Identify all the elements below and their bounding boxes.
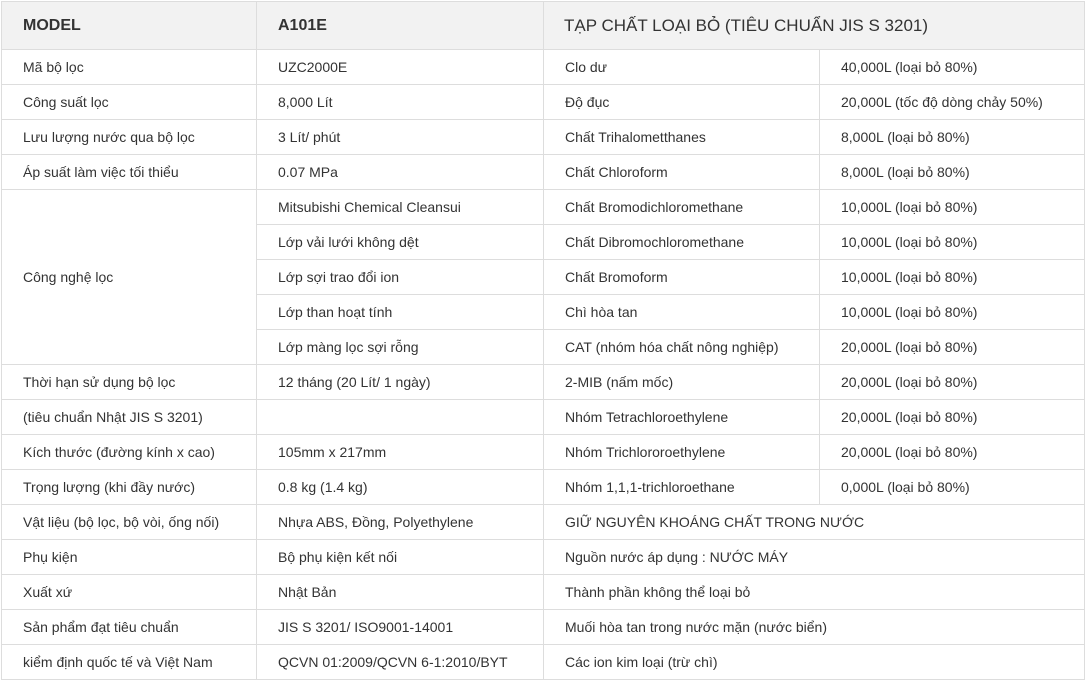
impurity-name: Chất Dibromochloromethane xyxy=(544,225,820,260)
table-row xyxy=(2,645,1085,680)
spec-label: Áp suất làm việc tối thiểu xyxy=(2,155,257,190)
impurity-capacity: 20,000L (loại bỏ 80%) xyxy=(820,435,1085,470)
table-row xyxy=(2,365,1085,400)
impurity-capacity: 20,000L (loại bỏ 80%) xyxy=(820,365,1085,400)
impurity-name: Chất Trihalometthanes xyxy=(544,120,820,155)
table-row xyxy=(2,190,1085,225)
spec-label: Lưu lượng nước qua bộ lọc xyxy=(2,120,257,155)
impurity-capacity: 10,000L (loại bỏ 80%) xyxy=(820,295,1085,330)
spec-value: Lớp vải lưới không dệt xyxy=(257,225,544,260)
impurity-note: Muối hòa tan trong nước mặn (nước biển) xyxy=(544,610,1085,645)
table-row xyxy=(2,540,1085,575)
spec-value: Bộ phụ kiện kết nối xyxy=(257,540,544,575)
impurity-note: Các ion kim loại (trừ chì) xyxy=(544,645,1085,680)
impurity-name: Độ đục xyxy=(544,85,820,120)
table-row xyxy=(2,120,1085,155)
spec-label: Mã bộ lọc xyxy=(2,50,257,85)
spec-value: 0.8 kg (1.4 kg) xyxy=(257,470,544,505)
spec-value: Mitsubishi Chemical Cleansui xyxy=(257,190,544,225)
impurity-capacity: 10,000L (loại bỏ 80%) xyxy=(820,190,1085,225)
spec-label: Kích thước (đường kính x cao) xyxy=(2,435,257,470)
table-row xyxy=(2,575,1085,610)
spec-value: Nhật Bản xyxy=(257,575,544,610)
table-row xyxy=(2,85,1085,120)
table-row xyxy=(2,155,1085,190)
impurity-name: Chì hòa tan xyxy=(544,295,820,330)
table-header-row xyxy=(2,2,1085,50)
impurity-name: Chất Bromoform xyxy=(544,260,820,295)
table-row xyxy=(2,435,1085,470)
impurity-capacity: 10,000L (loại bỏ 80%) xyxy=(820,260,1085,295)
impurity-capacity: 20,000L (loại bỏ 80%) xyxy=(820,330,1085,365)
impurity-name: Nhóm Tetrachloroethylene xyxy=(544,400,820,435)
impurity-note: GIỮ NGUYÊN KHOÁNG CHẤT TRONG NƯỚC xyxy=(544,505,1085,540)
impurity-name: Nhóm Trichlororoethylene xyxy=(544,435,820,470)
spec-label: Vật liệu (bộ lọc, bộ vòi, ống nối) xyxy=(2,505,257,540)
impurity-name: 2-MIB (nấm mốc) xyxy=(544,365,820,400)
spec-label: Phụ kiện xyxy=(2,540,257,575)
impurity-name: Nhóm 1,1,1-trichloroethane xyxy=(544,470,820,505)
impurity-capacity: 0,000L (loại bỏ 80%) xyxy=(820,470,1085,505)
header-impurities: TẠP CHẤT LOẠI BỎ (TIÊU CHUẨN JIS S 3201) xyxy=(544,2,1085,50)
impurity-name: Chất Bromodichloromethane xyxy=(544,190,820,225)
spec-value: UZC2000E xyxy=(257,50,544,85)
impurity-capacity: 40,000L (loại bỏ 80%) xyxy=(820,50,1085,85)
spec-value: JIS S 3201/ ISO9001-14001 xyxy=(257,610,544,645)
header-product: A101E xyxy=(257,2,544,50)
table-row xyxy=(2,610,1085,645)
spec-table xyxy=(1,1,1085,680)
impurity-name: Clo dư xyxy=(544,50,820,85)
impurity-capacity: 8,000L (loại bỏ 80%) xyxy=(820,155,1085,190)
table-row xyxy=(2,50,1085,85)
spec-value: 8,000 Lít xyxy=(257,85,544,120)
spec-label: Xuất xứ xyxy=(2,575,257,610)
spec-label: Sản phẩm đạt tiêu chuẩn xyxy=(2,610,257,645)
spec-value: 0.07 MPa xyxy=(257,155,544,190)
spec-value xyxy=(257,400,544,435)
spec-label: kiểm định quốc tế và Việt Nam xyxy=(2,645,257,680)
spec-label: Thời hạn sử dụng bộ lọc xyxy=(2,365,257,400)
spec-value: QCVN 01:2009/QCVN 6-1:2010/BYT xyxy=(257,645,544,680)
impurity-capacity: 20,000L (loại bỏ 80%) xyxy=(820,400,1085,435)
header-model: MODEL xyxy=(2,2,257,50)
table-row xyxy=(2,400,1085,435)
spec-value: 12 tháng (20 Lít/ 1 ngày) xyxy=(257,365,544,400)
spec-value: Lớp màng lọc sợi rỗng xyxy=(257,330,544,365)
spec-value: Nhựa ABS, Đồng, Polyethylene xyxy=(257,505,544,540)
impurity-name: Chất Chloroform xyxy=(544,155,820,190)
impurity-capacity: 10,000L (loại bỏ 80%) xyxy=(820,225,1085,260)
impurity-note: Nguồn nước áp dụng : NƯỚC MÁY xyxy=(544,540,1085,575)
impurity-capacity: 20,000L (tốc độ dòng chảy 50%) xyxy=(820,85,1085,120)
spec-value: 105mm x 217mm xyxy=(257,435,544,470)
table-row xyxy=(2,470,1085,505)
spec-label: (tiêu chuẩn Nhật JIS S 3201) xyxy=(2,400,257,435)
impurity-note: Thành phần không thể loại bỏ xyxy=(544,575,1085,610)
spec-value: Lớp sợi trao đổi ion xyxy=(257,260,544,295)
impurity-name: CAT (nhóm hóa chất nông nghiệp) xyxy=(544,330,820,365)
spec-label: Công suất lọc xyxy=(2,85,257,120)
impurity-capacity: 8,000L (loại bỏ 80%) xyxy=(820,120,1085,155)
table-row xyxy=(2,505,1085,540)
spec-label-filter-technology: Công nghệ lọc xyxy=(2,190,257,365)
spec-value: Lớp than hoạt tính xyxy=(257,295,544,330)
spec-label: Trọng lượng (khi đầy nước) xyxy=(2,470,257,505)
spec-value: 3 Lít/ phút xyxy=(257,120,544,155)
